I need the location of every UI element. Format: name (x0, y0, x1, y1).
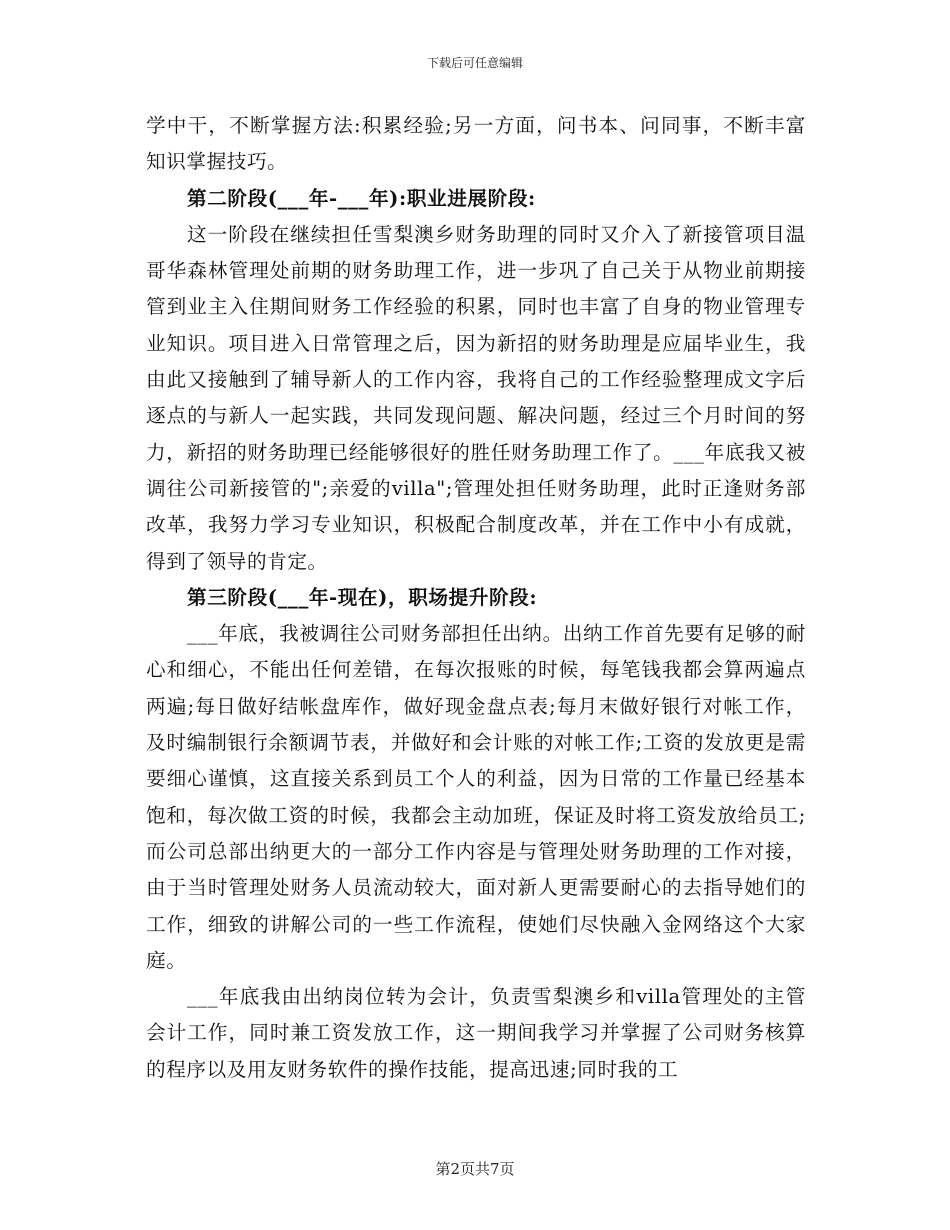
stage3-paragraph-2: ___年底我由出纳岗位转为会计，负责雪梨澳乡和villa管理处的主管会计工作，同时兼工资发放工作，这一期间我学习并掌握了公司财务核算的程序以及用友财务软件的操作技能，提高迅速;同时我的工 (146, 985, 806, 1081)
paragraph-intro-tail: 学中干，不断掌握方法:积累经验;另一方面，问书本、问同事，不断丰富知识掌握技巧。 (146, 114, 806, 174)
stage2-heading: 第二阶段(___年-___年):职业进展阶段: (187, 186, 536, 210)
stage3-heading: 第三阶段(___年-现在)，职场提升阶段: (187, 585, 538, 609)
stage3-paragraph-1: ___年底，我被调往公司财务部担任出纳。出纳工作首先要有足够的耐心和细心，不能出任何差错，在每次报账的时候，每笔钱我都会算两遍点两遍;每日做好结帐盘库作，做好现金盘点表;每月末做好银行对帐工作，及时编制银行余额调节表，并做好和会计账的对帐工作;工资的发放更是需要细心谨慎，这直接关系到员工个人的利益，因为日常的工作量已经基本饱和，每次做工资的时候，我都会主动加班，保证及时将工资发放给员工;而公司总部出纳更大的一部分工作内容是与管理处财务助理的工作对接，由于当时管理处财务人员流动较大，面对新人更需要耐心的去指导她们的工作，细致的讲解公司的一些工作流程，使她们尽快融入金网络这个大家庭。 (146, 622, 806, 972)
stage2-paragraph: 这一阶段在继续担任雪梨澳乡财务助理的同时又介入了新接管项目温哥华森林管理处前期的财务助理工作，进一步巩了自己关于从物业前期接管到业主入住期间财务工作经验的积累，同时也丰富了自身的物业管理专业知识。项目进入日常管理之后，因为新招的财务助理是应届毕业生，我由此又接触到了辅导新人的工作内容，我将自己的工作经验整理成文字后逐点的与新人一起实践，共同发现问题、解决问题，经过三个月时间的努力，新招的财务助理已经能够很好的胜任财务助理工作了。___年底我又被调往公司新接管的";亲爱的villa";管理处担任财务助理，此时正逢财务部改革，我努力学习专业知识，积极配合制度改革，并在工作中小有成就，得到了领导的肯定。 (146, 222, 806, 573)
page-footer-number: 第2页共7页 (435, 1160, 515, 1178)
page-header-note: 下载后可任意编辑 (426, 56, 523, 70)
document-body (146, 108, 806, 1088)
